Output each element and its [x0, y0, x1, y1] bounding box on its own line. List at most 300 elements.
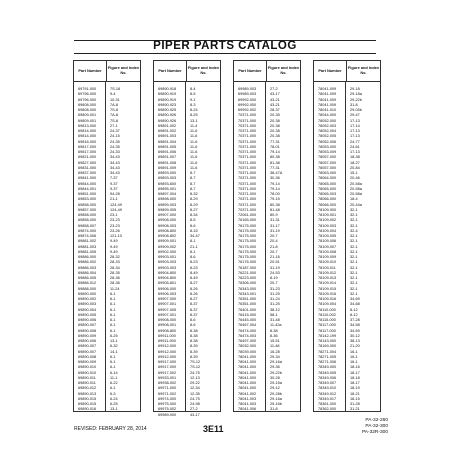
part-number: 78110-000 [318, 307, 336, 312]
figure-index: 32-1 [350, 249, 358, 254]
part-number: 69908-001 [158, 323, 177, 328]
part-number: 76415-000 [238, 312, 257, 317]
part-number: 78349-017 [318, 396, 337, 401]
figure-index: 8-27 [190, 207, 198, 212]
part-number: 69908-000 [158, 318, 177, 322]
figure-index: 78-01 [270, 144, 280, 149]
figure-index: 7A-8 [110, 102, 119, 107]
column-body [74, 82, 140, 413]
figure-index: 17-13 [350, 134, 360, 139]
column-header [314, 61, 380, 82]
part-number: 78169-000 [318, 344, 337, 349]
part-number: 69888-000 [78, 286, 97, 291]
figure-index: 8-49 [190, 276, 198, 280]
figure-index: 6-1 [110, 312, 116, 317]
part-number: 69933-001 [158, 375, 177, 380]
figure-index: 23-23 [110, 218, 120, 223]
figure-index: 38-12 [270, 307, 280, 312]
part-number-header: Part Number [234, 61, 267, 81]
part-number: 69890-004 [78, 307, 97, 312]
part-number: 76187-000 [238, 265, 257, 270]
part-number: 78109-009 [318, 255, 337, 259]
part-number: 69813-000 [78, 123, 97, 128]
part-number: 69891-007 [158, 155, 177, 160]
figure-index: 29-22b [270, 370, 282, 375]
figure-index: 32-1 [350, 291, 358, 296]
figure-index: 8-34 [190, 213, 198, 217]
figure-index: 20-38 [270, 123, 280, 128]
figure-index: 24-35 [110, 139, 120, 144]
part-number: 70371-000 [238, 197, 257, 202]
part-number: 69992-000 [238, 102, 257, 107]
part-number: 69912-000 [158, 344, 177, 349]
part-number: 78109-002 [318, 218, 337, 223]
figure-index: 29-22b [350, 97, 362, 102]
part-number: 69890-006 [78, 318, 97, 322]
part-number: 78041-009 [318, 87, 337, 91]
figure-index: 32-1 [350, 286, 358, 291]
figure-index: 24-53 [270, 270, 280, 275]
figure-index: 9-49 [110, 244, 118, 249]
figure-index: 8-37 [190, 312, 198, 317]
part-number: 70371-000 [238, 160, 257, 165]
figure-index: 30-36 [270, 176, 280, 181]
figure-index-header: Figure and Index No. [267, 65, 300, 75]
part-number: 78271-005 [318, 354, 337, 359]
part-number: 69908-000 [158, 218, 177, 223]
part-number: 69890-009 [78, 333, 97, 338]
figure-index: 30-28 [270, 375, 280, 380]
part-number: 69796-000 [78, 92, 97, 97]
part-number: 69886-004 [78, 270, 97, 275]
figure-index: 8-26 [190, 291, 198, 296]
part-number: 69886-012 [78, 281, 97, 286]
figure-index: 8-12 [350, 312, 358, 317]
part-number: 69791-000 [78, 87, 97, 91]
column-body [154, 82, 220, 418]
figure-index: 6-14 [110, 370, 118, 375]
part-number: 69886-005 [78, 276, 97, 280]
part-number: 69907-000 [158, 213, 177, 217]
figure-index: 31-24 [270, 297, 280, 301]
figure-index: 20-58a [350, 186, 362, 191]
figure-index: 15-51 [270, 339, 280, 343]
part-number: 78115-000 [318, 318, 336, 322]
figure-index: 43-17 [190, 412, 200, 417]
figure-index: 34-58 [350, 323, 360, 328]
part-number: 69917-000 [158, 365, 177, 370]
part-number: 69841-000 [78, 176, 97, 181]
table-row [234, 407, 300, 412]
model-label: PA-32R-300 [361, 430, 388, 435]
figure-index-header: Figure and Index No. [187, 65, 220, 75]
part-number: 76175-000 [238, 255, 257, 259]
part-number: 69857-000 [78, 207, 97, 212]
catalog-column [313, 60, 381, 412]
part-number: 78109-016 [318, 291, 337, 296]
part-number: 69821-000 [78, 155, 97, 160]
figure-index: 8-27 [190, 297, 198, 301]
figure-index: 32-1 [350, 270, 358, 275]
figure-index: 34-43 [110, 171, 120, 175]
part-number: 78044-000 [318, 113, 337, 118]
figure-index: 24-15 [110, 134, 120, 139]
figure-index: 121-10 [110, 234, 122, 238]
figure-index: 16-1 [350, 360, 358, 364]
figure-index: 29-16a [270, 360, 282, 364]
part-number: 69858-000 [78, 213, 97, 217]
figure-index: 8-38 [190, 333, 198, 338]
part-number: 69808-000 [78, 102, 97, 107]
part-number: 69844-000 [78, 181, 97, 186]
figure-index: 6-1 [110, 291, 116, 296]
figure-index: 11-6 [190, 144, 198, 149]
part-number: 78065-000 [318, 181, 337, 186]
figure-index: 9-37 [110, 181, 118, 186]
part-number: 69890-008 [78, 354, 97, 359]
revision-date: REVISED: FEBRUARY 28, 2014 [74, 426, 147, 432]
figure-index: 8-7 [190, 186, 196, 191]
figure-index: 78-00 [270, 192, 280, 196]
model-list [362, 418, 388, 436]
figure-index: 31-8 [270, 407, 278, 412]
part-number: 78053-009 [318, 150, 337, 154]
part-number: 78117-000 [318, 323, 336, 328]
part-number: 78041-006 [238, 407, 257, 412]
figure-index: 32-1 [350, 207, 358, 212]
part-number: 69890-010 [78, 365, 97, 370]
part-number: 69989-000 [158, 412, 177, 417]
part-number: 69816-000 [78, 139, 97, 144]
figure-index: 77-31 [270, 165, 280, 170]
part-number: 76474-000 [238, 328, 257, 333]
figure-index: 29-16b [270, 402, 282, 406]
figure-index: 38-47A [270, 171, 283, 175]
figure-index: 21-8 [270, 244, 278, 249]
figure-index: 11-4 [190, 123, 198, 128]
figure-index: 80-9 [270, 213, 278, 217]
figure-index: 7S-8 [110, 118, 119, 123]
figure-index: 6-1 [110, 328, 116, 333]
part-number: 69908-802 [158, 234, 177, 238]
part-number: 78041-009 [318, 92, 337, 97]
part-number: 78271-006 [318, 360, 337, 364]
figure-index: 7S-8 [110, 108, 119, 112]
part-number: 69908-800 [158, 228, 177, 233]
figure-index: 17-14 [350, 123, 360, 128]
figure-index: 6-1 [110, 386, 116, 391]
figure-index: 20-7 [270, 249, 278, 254]
figure-index: 8-39 [190, 344, 198, 349]
part-number: 78349-000 [318, 365, 337, 370]
figure-index: 124-49 [110, 207, 122, 212]
part-number: 78109-004 [318, 302, 337, 307]
part-number: 69891-003 [158, 134, 177, 139]
figure-index: 23-26 [110, 228, 120, 233]
figure-index: 77-31 [270, 139, 280, 144]
figure-index: 32-1 [350, 276, 358, 280]
part-number: 76165-000 [238, 218, 257, 223]
part-number: 78052-000 [318, 118, 337, 123]
figure-index: 18-19 [350, 386, 360, 391]
figure-index: 8-38 [270, 328, 278, 333]
figure-index: 29-22 [190, 381, 200, 385]
figure-index: 11-6 [190, 139, 198, 144]
figure-index: 20-84 [350, 165, 360, 170]
part-number: 70371-000 [238, 155, 257, 160]
figure-index: 8-3 [190, 102, 196, 107]
part-number: 76474-003 [238, 333, 257, 338]
figure-index: 8-37 [190, 307, 198, 312]
figure-index: 34-43 [110, 160, 120, 165]
part-number: 69971-000 [158, 386, 177, 391]
figure-index: 31-31 [270, 218, 280, 223]
figure-index: 12-35 [190, 391, 200, 396]
part-number: 78109-012 [318, 270, 337, 275]
figure-index: 18-17 [350, 381, 360, 385]
figure-index: 8-4 [190, 87, 196, 91]
part-number: 78041-000 [238, 375, 257, 380]
figure-index: 20-7 [270, 281, 278, 286]
figure-index: 29-12 [270, 386, 280, 391]
figure-index: 31-23 [270, 286, 280, 291]
figure-index: 11-6 [190, 150, 198, 154]
part-number: 69911-900 [158, 339, 176, 343]
figure-index: 34-43 [110, 155, 120, 160]
part-number: 70371-000 [238, 139, 257, 144]
part-number: 78142-199 [318, 333, 337, 338]
part-number: 69974-000 [158, 396, 177, 401]
figure-index: 31-21 [350, 407, 360, 412]
catalog-column [233, 60, 301, 412]
figure-index: 43-21 [270, 102, 280, 107]
figure-index: 15-1 [350, 171, 358, 175]
part-number: 69907-001 [158, 312, 177, 317]
part-number: 78109-013 [318, 276, 337, 280]
part-number: 78349-005 [318, 370, 337, 375]
figure-index: 18-15 [350, 396, 360, 401]
part-number: 69891-009 [158, 165, 177, 170]
part-number: 69891-004 [158, 139, 177, 144]
part-number: 69890-011 [78, 375, 96, 380]
part-number: 69907-005 [158, 307, 177, 312]
figure-index: 6-22 [110, 381, 118, 385]
figure-index: 11-24 [110, 286, 120, 291]
part-number: 78109-016 [318, 297, 337, 301]
part-number: 78041-002 [238, 391, 257, 396]
part-number: 69814-000 [78, 134, 97, 139]
part-number: 76176-000 [238, 260, 257, 265]
part-number: 69938-002 [158, 381, 177, 385]
figure-index: 24-98 [190, 402, 200, 406]
part-number: 78109-005 [318, 234, 337, 238]
part-number: 69890-925 [158, 108, 177, 112]
part-number: 78065-003 [318, 192, 337, 196]
figure-index: 31-25 [270, 291, 280, 296]
part-number: 76175-000 [238, 228, 257, 233]
figure-index: 8-6 [190, 323, 196, 328]
figure-index: 31-8 [350, 102, 358, 107]
figure-index: 16-28 [270, 349, 280, 354]
table-row [74, 407, 140, 412]
part-number: 69992-000 [238, 97, 257, 102]
figure-index: 6-1 [110, 302, 116, 307]
part-number: 69890-006 [78, 339, 97, 343]
figure-index: 6-1 [110, 360, 116, 364]
column-header [154, 61, 220, 82]
figure-index: 8-29 [190, 202, 198, 207]
part-number: 69890-015 [78, 402, 97, 406]
figure-index: 21-1 [190, 244, 198, 249]
part-number: 78109-007 [318, 244, 337, 249]
figure-index: 20-35 [270, 113, 280, 118]
figure-index: 24-75 [190, 370, 200, 375]
figure-index: 29-05b [350, 108, 362, 112]
figure-index: 29-18a [350, 92, 362, 97]
part-number: 69890-007 [78, 323, 97, 328]
figure-index: 8-38 [190, 339, 198, 343]
part-number: 69890-002 [78, 297, 97, 301]
figure-index: 23-1 [110, 213, 118, 217]
part-number: 69844-001 [78, 186, 97, 191]
part-number: 69890-919 [158, 92, 177, 97]
part-number: 78064-000 [318, 176, 337, 181]
part-number: 76175-000 [238, 239, 257, 244]
figure-index: 81-38 [270, 160, 280, 165]
part-number: 70371-000 [238, 150, 257, 154]
figure-index: 6-1 [110, 318, 116, 322]
figure-index: 20-58a [350, 181, 362, 186]
part-number: 69890-918 [158, 87, 177, 91]
figure-index: 32-1 [350, 218, 358, 223]
part-number: 69899-003 [158, 202, 177, 207]
part-number: 78057-000 [318, 160, 337, 165]
part-number: 69874-006 [78, 234, 97, 238]
part-number: 76351-000 [238, 297, 257, 301]
figure-index: 11-48 [270, 344, 280, 349]
table-row [314, 407, 380, 412]
part-number: 78117-000 [318, 328, 336, 333]
figure-index: 9-4 [110, 92, 116, 97]
part-number: 69890-005 [78, 312, 97, 317]
figure-index: 21-16 [270, 255, 280, 259]
part-number: 69886-002 [78, 260, 97, 265]
part-number: 70371-000 [238, 113, 257, 118]
figure-index: 29-18 [350, 87, 360, 91]
figure-index: 8-5 [190, 92, 196, 97]
part-number: 78109-001 [318, 213, 337, 217]
part-number: 78052-006 [318, 139, 337, 144]
part-number: 76343-001 [238, 291, 257, 296]
figure-index: 31-17 [270, 223, 280, 228]
figure-index: 7-37 [110, 176, 118, 181]
part-number: 76223-000 [238, 276, 257, 280]
part-number: 69903-001 [158, 255, 177, 259]
figure-index: 20-38 [270, 134, 280, 139]
page-number: 3E11 [203, 424, 224, 434]
part-number: 78052-003 [318, 123, 337, 128]
part-number: 78109-006 [318, 239, 337, 244]
part-number: 76306-000 [238, 281, 257, 286]
part-number: 69890-000 [78, 291, 97, 296]
part-number: 69893-000 [158, 171, 177, 175]
figure-index: 20-58a [350, 192, 362, 196]
figure-index: 11-1 [110, 375, 118, 380]
part-number: 69903-003 [158, 260, 177, 265]
figure-index: 34-47 [190, 234, 200, 238]
part-number-header: Part Number [154, 61, 187, 81]
figure-index: 34-69 [350, 297, 360, 301]
figure-index: 37-28 [350, 318, 360, 322]
part-number: 69989-003 [238, 92, 257, 97]
part-number: 69853-000 [78, 197, 97, 202]
part-number: 78041-000 [238, 365, 257, 370]
figure-index: 6-1 [110, 365, 116, 370]
figure-index: 8-5 [190, 218, 196, 223]
part-number: 69895-001 [158, 186, 177, 191]
figure-index: 18-4 [350, 197, 358, 202]
part-number: 69851-000 [78, 192, 97, 196]
part-number: 70371-000 [238, 134, 257, 139]
figure-index: 18-21 [350, 391, 360, 396]
figure-index: 11-6 [190, 160, 198, 165]
figure-index: 14-1 [110, 349, 118, 354]
figure-index: 11-6 [190, 165, 198, 170]
part-number: 76175-000 [238, 234, 257, 238]
figure-index: 6-24 [110, 396, 118, 401]
column-body [314, 82, 380, 413]
figure-index: 18-38 [350, 155, 360, 160]
figure-index: 32-1 [350, 223, 358, 228]
figure-index: 11-6 [190, 155, 198, 160]
part-number: 76401-000 [238, 307, 257, 312]
figure-index: 8-29 [190, 197, 198, 202]
figure-index: 32-1 [350, 260, 358, 265]
figure-index: 23-23 [110, 223, 120, 228]
part-number: 69890-010 [78, 370, 97, 375]
part-number: 78041-000 [238, 386, 257, 391]
figure-index: 8-24 [190, 108, 198, 112]
part-number: 76467-004 [238, 323, 257, 328]
figure-index: 79-14 [270, 186, 280, 191]
part-number: 69897-004 [158, 192, 177, 196]
figure-index: 11-6 [190, 129, 198, 133]
part-number: 69971-002 [158, 391, 177, 396]
part-number: 69796-000 [78, 97, 97, 102]
part-number: 78349-006 [318, 375, 337, 380]
part-number: 69886-003 [78, 265, 97, 270]
figure-index: 8-7 [190, 171, 196, 175]
part-number: 69890-011 [78, 381, 96, 385]
part-number: 69908-003 [158, 223, 177, 228]
part-number: 76175-000 [238, 223, 257, 228]
part-number: 69808-000 [78, 108, 97, 112]
part-number: 69904-800 [158, 276, 177, 280]
part-number: 69911-000 [158, 333, 176, 338]
figure-index: 8-49 [190, 270, 198, 275]
figure-index: 17-13 [350, 150, 360, 154]
figure-index: 43-21 [270, 97, 280, 102]
part-number-header: Part Number [74, 61, 107, 81]
part-number: 69908-800 [158, 328, 177, 333]
part-number: 78109-008 [318, 249, 337, 254]
figure-index: 32-1 [350, 239, 358, 244]
part-number: 69905-801 [158, 281, 177, 286]
figure-index: 79-14 [270, 181, 280, 186]
part-number: 78041-000 [238, 360, 257, 364]
column-body [234, 82, 300, 413]
part-number: 69890-008 [78, 328, 97, 333]
